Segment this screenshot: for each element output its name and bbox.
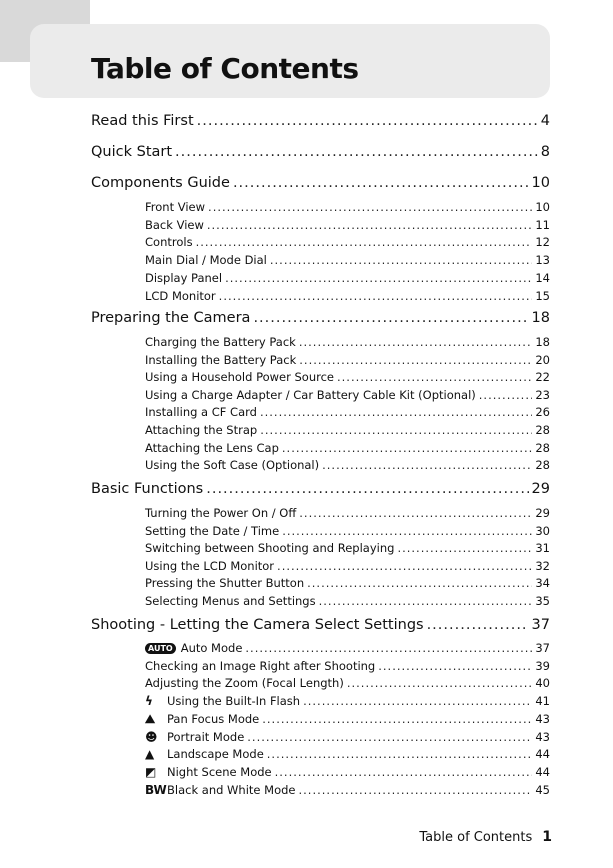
toc-page-number: 44	[535, 764, 550, 779]
toc-entry-text: Quick Start	[91, 144, 173, 160]
toc-entry-label	[145, 335, 296, 349]
toc-entry-text: Using a Household Power Source	[145, 370, 334, 385]
toc-chapter[interactable]	[91, 481, 550, 497]
toc-section[interactable]	[145, 676, 550, 690]
toc-section[interactable]	[145, 594, 550, 608]
toc-page-number: 8	[540, 144, 550, 160]
toc-entry-label	[145, 783, 296, 797]
toc-entry-label	[145, 730, 244, 744]
toc-entry-label	[145, 641, 242, 655]
pan-focus-icon: ⛰	[145, 711, 156, 726]
dot-leader	[303, 694, 532, 708]
toc-entry-label	[145, 388, 476, 402]
toc-section[interactable]	[145, 335, 550, 349]
toc-section[interactable]	[145, 541, 550, 555]
toc-entry-label	[145, 405, 257, 419]
toc-page-number: 28	[535, 423, 550, 437]
toc-page-number: 4	[540, 113, 550, 129]
toc-entry-text: Black and White Mode	[167, 782, 296, 797]
toc-entry-label	[145, 441, 279, 455]
toc-entry-text: Setting the Date / Time	[145, 523, 280, 538]
toc-entry-label	[145, 559, 274, 573]
toc-entry-label	[145, 218, 204, 232]
toc-page-number: 12	[535, 235, 550, 250]
toc-section[interactable]	[145, 218, 550, 232]
toc-entry-label	[145, 423, 257, 437]
dot-leader	[479, 388, 533, 402]
flash-icon: ϟ	[145, 694, 153, 709]
black-white-icon: BW	[145, 782, 167, 797]
toc-page-number: 13	[535, 253, 550, 268]
toc-section[interactable]	[145, 659, 550, 673]
toc-page-number: 40	[535, 676, 550, 691]
toc-entry-label	[145, 541, 394, 555]
toc-entry-text: Turning the Power On / Off	[145, 506, 297, 520]
toc-section[interactable]	[145, 730, 550, 744]
toc-entry-text: Checking an Image Right after Shooting	[145, 658, 376, 673]
dot-leader	[347, 676, 533, 690]
footer-page-number: 1	[542, 829, 552, 845]
toc-section[interactable]	[145, 641, 550, 655]
dot-leader	[225, 271, 532, 285]
toc-entry-label	[145, 353, 296, 367]
toc-entry-text: Attaching the Strap	[145, 423, 258, 437]
toc-entry-text: Read this First	[91, 113, 194, 129]
dot-leader	[378, 659, 532, 673]
dot-leader	[219, 289, 533, 303]
toc-section[interactable]	[145, 458, 550, 472]
toc-entry-label	[145, 747, 264, 761]
toc-section[interactable]	[145, 712, 550, 727]
dot-leader	[299, 353, 532, 367]
toc-entry-label	[145, 289, 216, 303]
night-scene-icon: ◩	[145, 764, 157, 779]
toc-entry-label	[145, 694, 300, 708]
toc-entry-text: Components Guide	[91, 175, 230, 191]
toc-page-number: 43	[535, 729, 550, 744]
toc-section[interactable]	[145, 441, 550, 455]
dot-leader	[247, 730, 532, 744]
toc-page-number: 44	[535, 747, 550, 762]
toc-page-number: 31	[535, 541, 550, 556]
toc-page-number: 26	[535, 405, 550, 420]
toc-section[interactable]	[145, 235, 550, 249]
dot-leader	[307, 576, 532, 590]
footer-label: Table of Contents	[419, 830, 533, 845]
dot-leader	[175, 144, 538, 160]
toc-entry-text: Shooting - Letting the Camera Select Settings	[91, 617, 424, 633]
toc-page-number: 30	[535, 523, 550, 538]
toc-section[interactable]	[145, 353, 550, 367]
page-title: Table of Contents	[91, 52, 359, 85]
dot-leader	[208, 200, 532, 214]
toc-chapter[interactable]	[91, 144, 550, 160]
toc-page-number: 41	[535, 694, 550, 709]
toc-section[interactable]	[145, 559, 550, 573]
toc-section[interactable]	[145, 271, 550, 285]
toc-entry-text: Night Scene Mode	[167, 764, 272, 779]
toc-entry-label	[145, 712, 259, 727]
toc-entry-text: Switching between Shooting and Replaying	[145, 541, 395, 556]
toc-entry-text: Using a Charge Adapter / Car Battery Cable Kit (Optional)	[145, 387, 476, 402]
toc-entry-text: Installing the Battery Pack	[145, 352, 297, 367]
toc-section[interactable]	[145, 576, 550, 590]
dot-leader	[233, 175, 529, 191]
dot-leader	[299, 506, 532, 520]
toc-section[interactable]	[145, 370, 550, 384]
toc-page-number: 37	[535, 641, 550, 655]
toc-entry-text: Auto Mode	[180, 641, 243, 655]
toc-page-number: 39	[535, 658, 550, 673]
toc-entry-label	[91, 481, 203, 497]
dot-leader	[275, 765, 533, 779]
toc-entry-text: Basic Functions	[91, 481, 204, 497]
toc-entry-label	[145, 370, 334, 384]
toc-entry-label	[145, 253, 267, 267]
toc-entry-text: Display Panel	[145, 270, 223, 285]
toc-entry-label	[145, 200, 205, 214]
toc-entry-text: Main Dial / Mode Dial	[145, 253, 267, 268]
toc-entry-text: Pressing the Shutter Button	[145, 576, 305, 591]
dot-leader	[207, 218, 532, 232]
toc-entry-label	[91, 144, 172, 160]
toc-entry-text: Attaching the Lens Cap	[145, 440, 279, 455]
toc-entry-text: Preparing the Camera	[91, 310, 251, 326]
dot-leader	[270, 253, 532, 267]
dot-leader	[282, 441, 532, 455]
toc-entry-text: Installing a CF Card	[145, 405, 257, 420]
dot-leader	[197, 113, 538, 129]
toc-page-number: 22	[535, 370, 550, 385]
toc-page-number: 20	[535, 352, 550, 367]
dot-leader	[277, 559, 532, 573]
toc-page-number: 14	[535, 270, 550, 285]
dot-leader	[260, 405, 532, 419]
toc-page-number: 32	[535, 558, 550, 573]
toc-entry-text: Using the LCD Monitor	[145, 558, 275, 573]
dot-leader	[397, 541, 532, 555]
toc-page-number: 45	[535, 782, 550, 797]
dot-leader	[262, 712, 532, 726]
toc-section[interactable]	[145, 423, 550, 437]
dot-leader	[319, 594, 533, 608]
toc-entry-text: Controls	[145, 235, 193, 250]
toc-page-number: 28	[535, 458, 550, 473]
toc-entry-text: Selecting Menus and Settings	[145, 594, 316, 608]
dot-leader	[322, 458, 532, 472]
toc-page-number: 43	[535, 711, 550, 726]
toc-page-number: 11	[535, 217, 550, 232]
toc-page-number: 10	[535, 200, 550, 214]
toc-entry-text: Charging the Battery Pack	[145, 335, 296, 349]
landscape-icon: ▲	[145, 747, 155, 762]
dot-leader	[245, 641, 532, 655]
toc-entry-text: Portrait Mode	[167, 729, 245, 744]
page-footer	[419, 829, 552, 845]
toc-entry-label	[145, 676, 344, 690]
toc-entry-label	[145, 524, 279, 538]
toc-entry-label	[145, 235, 193, 249]
toc-section[interactable]	[145, 289, 550, 303]
dot-leader	[299, 335, 533, 349]
dot-leader	[253, 310, 528, 326]
toc-entry-text: LCD Monitor	[145, 288, 216, 303]
toc-page-number: 29	[531, 481, 550, 497]
toc-entry-label	[145, 659, 375, 673]
toc-entry-label	[91, 113, 194, 129]
toc-entry-text: Using the Built-In Flash	[167, 694, 301, 709]
toc-page-number: 23	[535, 387, 550, 402]
toc-entry-label	[145, 458, 319, 472]
toc-section[interactable]	[145, 783, 550, 797]
toc-entry-label	[91, 617, 424, 633]
dot-leader	[260, 423, 532, 437]
toc-entry-label	[145, 506, 296, 520]
toc-entry-text: Using the Soft Case (Optional)	[145, 458, 320, 473]
toc-chapter[interactable]	[91, 617, 550, 633]
dot-leader	[427, 617, 529, 633]
toc-chapter[interactable]	[91, 113, 550, 129]
dot-leader	[282, 524, 532, 538]
toc-section[interactable]	[145, 253, 550, 267]
toc-section[interactable]	[145, 694, 550, 708]
toc-page-number: 18	[535, 335, 550, 349]
toc-section[interactable]	[145, 200, 550, 214]
toc-chapter[interactable]	[91, 175, 550, 191]
toc-entry-text: Back View	[145, 217, 204, 232]
toc-section[interactable]	[145, 765, 550, 779]
dot-leader	[267, 747, 533, 761]
toc-section[interactable]	[145, 524, 550, 538]
toc-page-number: 15	[535, 288, 550, 303]
toc-entry-label	[145, 765, 272, 779]
toc-section[interactable]	[145, 747, 550, 761]
toc-entry-text: Front View	[145, 200, 206, 214]
toc-section[interactable]	[145, 405, 550, 419]
toc-page-number: 29	[535, 506, 550, 520]
toc-entry-label	[145, 271, 222, 285]
toc-entry-text: Pan Focus Mode	[167, 711, 260, 726]
toc-page-number: 34	[535, 576, 550, 591]
portrait-icon: ☻	[145, 729, 158, 744]
toc-page-number: 35	[535, 594, 550, 608]
toc-entry-text: Landscape Mode	[167, 747, 264, 762]
toc-page-number: 18	[531, 310, 550, 326]
toc-entry-label	[91, 310, 250, 326]
toc-entry-text: Adjusting the Zoom (Focal Length)	[145, 676, 344, 691]
toc-page-number: 37	[531, 617, 550, 633]
auto-mode-icon: AUTO	[145, 643, 176, 654]
toc-page-number: 10	[531, 175, 550, 191]
dot-leader	[196, 235, 533, 249]
toc-entry-label	[145, 576, 304, 590]
toc-section[interactable]	[145, 388, 550, 402]
toc-entry-label	[91, 175, 230, 191]
toc-entry-label	[145, 594, 316, 608]
toc-chapter[interactable]	[91, 310, 550, 326]
toc-page-number: 28	[535, 440, 550, 455]
toc-section[interactable]	[145, 506, 550, 520]
dot-leader	[299, 783, 533, 797]
dot-leader	[337, 370, 532, 384]
dot-leader	[206, 481, 528, 497]
